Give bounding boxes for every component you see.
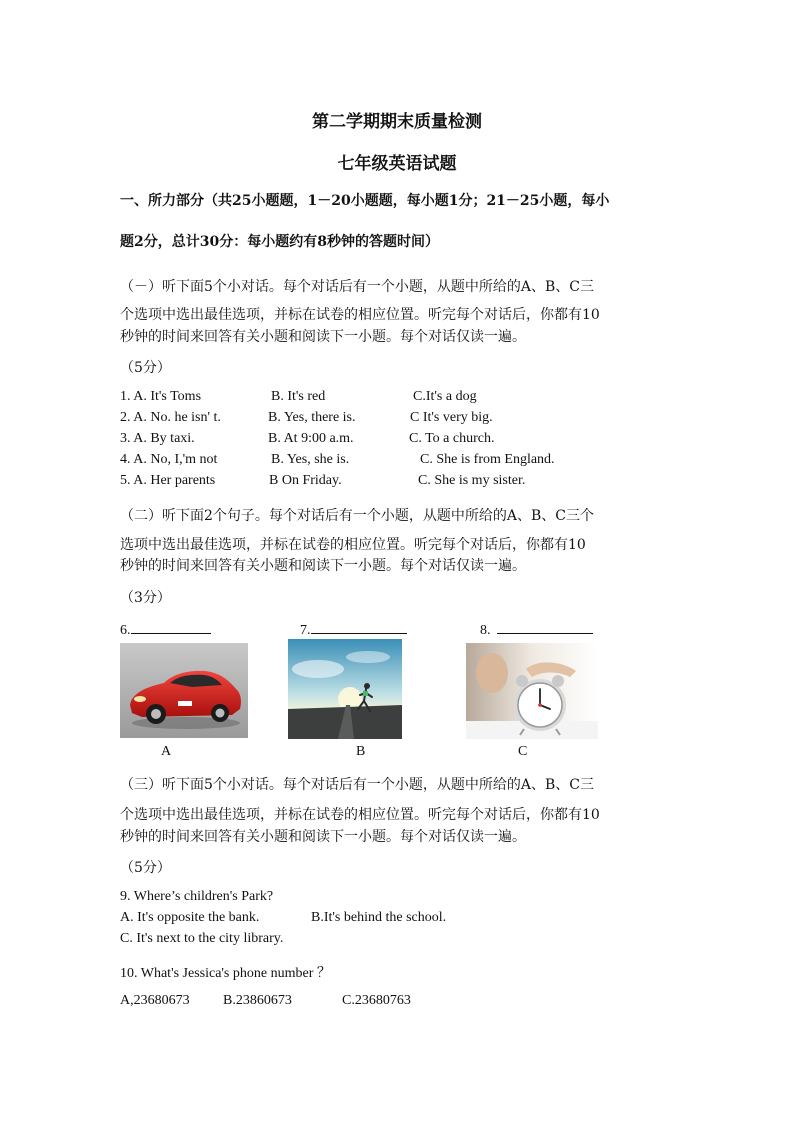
sec3-instruction-line2: 个选项中选出最佳选项，并标在试卷的相应位置。听完每个对话后，你都有10 [120, 807, 600, 823]
q1-option-b: B. It's red [271, 389, 326, 404]
q2-option-a: 2. A. No. he isn' t. [120, 410, 221, 425]
runner-image [288, 639, 402, 739]
sec2-instruction-line1: （二）听下面2个句子。每个对话后有一个小题，从题中所给的A、B、C三个 [120, 508, 595, 524]
sec2-instruction-line3: 秒钟的时间来回答有关小题和阅读下一小题。每个对话仅读一遍。 [120, 558, 526, 574]
q2-option-b: B. Yes, there is. [268, 410, 356, 425]
q4-option-a: 4. A. No, I,'m not [120, 452, 218, 467]
sec1-instruction-line1: （－）听下面5个小对话。每个对话后有一个小题，从题中所给的A、B、C三 [120, 279, 595, 295]
q5-option-c: C. She is my sister. [418, 473, 526, 488]
part1-heading-line2: 题2分，总计30分：每小题约有8秒钟的答题时间） [120, 234, 439, 250]
q8-blank[interactable]: 8. [480, 619, 593, 639]
q7-blank[interactable]: 7. [300, 619, 407, 639]
q9-question: 9. Where’s children's Park? [120, 889, 274, 904]
q5-option-a: 5. A. Her parents [120, 473, 216, 488]
sec1-instruction-line2: 个选项中选出最佳选项，并标在试卷的相应位置。听完每个对话后，你都有10 [120, 307, 600, 323]
sec1-instruction-line3: 秒钟的时间来回答有关小题和阅读下一小题。每个对话仅读一遍。 [120, 329, 526, 345]
q3-option-a: 3. A. By taxi. [120, 431, 195, 446]
q4-option-b: B. Yes, she is. [271, 452, 350, 467]
exam-title: 第二学期期末质量检测 [312, 112, 482, 132]
alarm-clock-image [466, 643, 598, 739]
q8-answer-line[interactable] [497, 619, 593, 634]
q3-option-b: B. At 9:00 a.m. [268, 431, 354, 446]
sec2-score: （3分） [120, 590, 171, 606]
q10-question: 10. What's Jessica's phone number ？ [120, 966, 331, 981]
sec2-instruction-line2: 选项中选出最佳选项，并标在试卷的相应位置。听完每个对话后，你都有10 [120, 537, 586, 553]
q6-answer-line[interactable] [131, 619, 211, 634]
q3-option-c: C. To a church. [409, 431, 495, 446]
q1-option-c: C.It's a dog [413, 389, 477, 404]
image-label-a: A [161, 744, 172, 759]
q10-option-a: A,23680673 [120, 993, 190, 1008]
q9-option-b: B.It's behind the school. [311, 910, 447, 925]
q6-blank[interactable]: 6. [120, 619, 211, 639]
sec3-instruction-line3: 秒钟的时间来回答有关小题和阅读下一小题。每个对话仅读一遍。 [120, 829, 526, 845]
q9-option-a: A. It's opposite the bank. [120, 910, 260, 925]
q7-answer-line[interactable] [311, 619, 407, 634]
red-car-image [120, 643, 248, 738]
sec1-score: （5分） [120, 360, 171, 376]
q4-option-c: C. She is from England. [420, 452, 555, 467]
q9-option-c: C. It's next to the city library. [120, 931, 284, 946]
q10-option-b: B.23860673 [223, 993, 292, 1008]
q2-option-c: C It's very big. [410, 410, 493, 425]
sec3-score: （5分） [120, 860, 171, 876]
image-label-c: C [518, 744, 528, 759]
q1-option-a: 1. A. It's Toms [120, 389, 202, 404]
image-label-b: B [356, 744, 366, 759]
q5-option-b: B On Friday. [269, 473, 342, 488]
exam-subtitle: 七年级英语试题 [337, 154, 457, 174]
sec3-instruction-line1: （三）听下面5个小对话。每个对话后有一个小题，从题中所给的A、B、C三 [120, 777, 595, 793]
q10-option-c: C.23680763 [342, 993, 411, 1008]
part1-heading-line1: 一、所力部分（共25小题题，1－20小题题，每小题1分；21－25小题，每小 [120, 193, 610, 209]
